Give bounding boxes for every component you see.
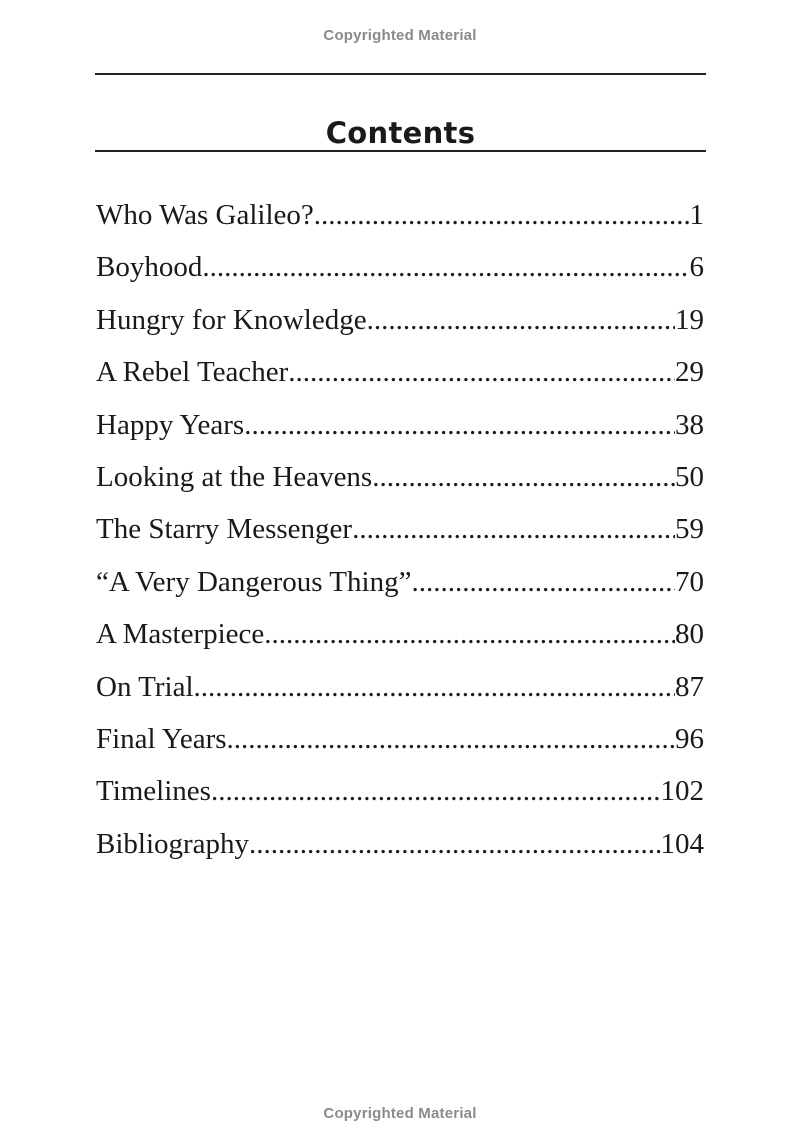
toc-entry-title: Bibliography [96,827,250,860]
dot-leader [264,611,675,657]
dot-leader [411,559,675,605]
toc-entry-bibliography[interactable] [96,821,704,873]
toc-entry-the-starry-messenger[interactable] [96,506,704,558]
toc-entry-page: 70 [675,565,704,598]
toc-entry-title: The Starry Messenger [96,513,353,546]
toc-entry-title: Hungry for Knowledge [96,303,367,336]
toc-entry-hungry-for-knowledge[interactable] [96,297,704,349]
dot-leader [367,297,675,343]
toc-entry-title: Boyhood [96,251,203,284]
dot-leader [211,768,661,814]
toc-entry-title: A Masterpiece [96,618,265,651]
dot-leader [202,244,689,290]
dot-leader [314,192,690,238]
heading-rule-bottom [95,150,706,152]
toc-entry-page: 96 [675,722,704,755]
heading-rule-top [95,73,706,75]
toc-entry-happy-years[interactable] [96,402,704,454]
toc-entry-page: 87 [675,670,704,703]
toc-entry-title: On Trial [96,670,194,703]
toc-entry-title: Who Was Galileo? [96,199,314,231]
toc-entry-page: 102 [660,775,704,808]
toc-entry-page: 80 [675,618,704,651]
toc-entry-title: Looking at the Heavens [96,460,373,493]
toc-entry-a-masterpiece[interactable] [96,611,704,663]
dot-leader [288,349,675,395]
toc-entry-boyhood[interactable] [96,244,704,296]
toc-entry-on-trial[interactable] [96,664,704,716]
dot-leader [249,821,660,867]
toc-entry-page: 104 [660,827,704,860]
dot-leader [227,716,675,762]
toc-entry-who-was-galileo[interactable] [96,192,704,244]
toc-entry-page: 1 [689,199,704,231]
copyright-watermark-top: Copyrighted Material [323,27,477,44]
toc-entry-page: 59 [675,513,704,546]
contents-heading: Contents [325,116,476,151]
toc-entry-timelines[interactable] [96,768,704,820]
toc-entry-final-years[interactable] [96,716,704,768]
dot-leader [244,402,675,448]
toc-entry-page: 19 [675,303,704,336]
toc-entry-looking-at-the-heavens[interactable] [96,454,704,506]
toc-entry-a-very-dangerous-thing[interactable] [96,559,704,611]
table-of-contents [96,192,704,873]
toc-entry-title: Happy Years [96,408,245,441]
dot-leader [352,506,675,552]
toc-entry-title: Final Years [96,722,227,755]
toc-entry-page: 38 [675,408,704,441]
toc-entry-title: “A Very Dangerous Thing” [96,565,412,598]
toc-entry-title: A Rebel Teacher [96,356,289,389]
toc-entry-page: 50 [675,460,704,493]
toc-entry-a-rebel-teacher[interactable] [96,349,704,401]
toc-entry-page: 6 [689,251,704,284]
toc-entry-page: 29 [675,356,704,389]
dot-leader [194,664,675,710]
dot-leader [372,454,675,500]
toc-entry-title: Timelines [96,775,211,808]
copyright-watermark-bottom: Copyrighted Material [323,1105,477,1122]
